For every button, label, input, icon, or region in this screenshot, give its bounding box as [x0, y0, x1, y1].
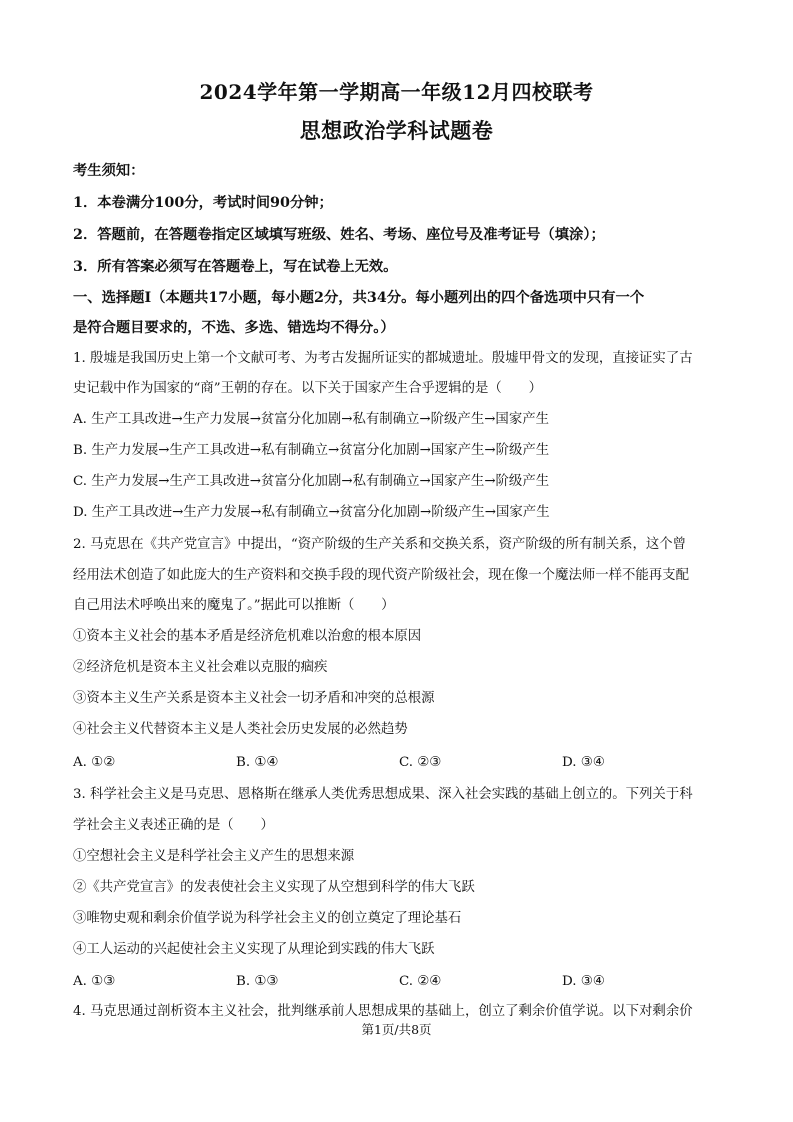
question-2-text: 自己用法术呼唤出来的魔鬼了。”据此可以推断（ ）: [73, 598, 395, 613]
section-heading: 一、选择题Ⅰ（本题共17小题，每小题2分，共34分。每小题列出的四个备选项中只有一个: [73, 290, 645, 306]
question-2-choice-d: D. ③④: [562, 755, 605, 770]
notice-item: 1．本卷满分100分，考试时间90分钟；: [73, 195, 333, 211]
question-2-choices: [73, 754, 733, 772]
section-heading-cont: 是符合题目要求的，不选、多选、错选均不得分。）: [73, 320, 395, 336]
question-3-choice-b: B. ①③: [236, 974, 279, 989]
question-2-statement: ①资本主义社会的基本矛盾是经济危机难以治愈的根本原因: [73, 629, 422, 644]
question-3-statement: ④工人运动的兴起使社会主义实现了从理论到实践的伟大飞跃: [73, 942, 435, 957]
notice-heading: 考生须知：: [73, 163, 145, 179]
question-1-option-a: A. 生产工具改进→生产力发展→贫富分化加剧→私有制确立→阶级产生→国家产生: [73, 412, 549, 427]
question-3-choice-a: A. ①③: [73, 974, 116, 989]
question-2-statement: ②经济危机是资本主义社会难以克服的痼疾: [73, 660, 328, 675]
page-number: 第1页/共8页: [361, 1022, 432, 1037]
question-3-text: 3. 科学社会主义是马克思、恩格斯在继承人类优秀思想成果、深入社会实践的基础上创立的。下列关于科: [73, 787, 693, 802]
question-2-text: 2. 马克思在《共产党宣言》中提出，“资产阶级的生产关系和交换关系，资产阶级的所有制关系，这个曾: [73, 537, 687, 552]
question-2-choice-b: B. ①④: [236, 755, 279, 770]
question-2-statement: ③资本主义生产关系是资本主义社会一切矛盾和冲突的总根源: [73, 691, 435, 706]
notice-item: 2．答题前，在答题卷指定区域填写班级、姓名、考场、座位号及准考证号（填涂）；: [73, 227, 605, 243]
question-3-choice-d: D. ③④: [562, 974, 605, 989]
question-2-text: 经用法术创造了如此庞大的生产资料和交换手段的现代资产阶级社会，现在像一个魔法师一样不能再支配: [73, 568, 689, 583]
question-1-option-b: B. 生产力发展→生产工具改进→私有制确立→贫富分化加剧→国家产生→阶级产生: [73, 443, 550, 458]
question-1-text: 1. 殷墟是我国历史上第一个文献可考、为考古发掘所证实的都城遗址。殷墟甲骨文的发现，直接证实了古: [73, 351, 693, 366]
question-2-choice-a: A. ①②: [73, 755, 116, 770]
question-3-statement: ②《共产党宣言》的发表使社会主义实现了从空想到科学的伟大飞跃: [73, 880, 475, 895]
exam-title: 2024学年第一学期高一年级12月四校联考: [199, 80, 594, 104]
question-1-option-c: C. 生产力发展→生产工具改进→贫富分化加剧→私有制确立→国家产生→阶级产生: [73, 474, 550, 489]
question-2-statement: ④社会主义代替资本主义是人类社会历史发展的必然趋势: [73, 722, 408, 737]
question-2-choice-c: C. ②③: [399, 755, 442, 770]
question-4-text: 4. 马克思通过剖析资本主义社会，批判继承前人思想成果的基础上，创立了剩余价值学说。以下对剩余价: [73, 1004, 693, 1019]
question-1-option-d: D. 生产工具改进→生产力发展→私有制确立→贫富分化加剧→阶级产生→国家产生: [73, 505, 550, 520]
question-3-text: 学社会主义表述正确的是（ ）: [73, 818, 274, 833]
question-3-choices: [73, 973, 733, 991]
question-3-statement: ③唯物史观和剩余价值学说为科学社会主义的创立奠定了理论基石: [73, 911, 462, 926]
question-1-text: 史记载中作为国家的“商”王朝的存在。以下关于国家产生合乎逻辑的是（ ）: [73, 381, 542, 396]
notice-item: 3．所有答案必须写在答题卷上，写在试卷上无效。: [73, 259, 398, 275]
exam-subtitle: 思想政治学科试题卷: [299, 118, 494, 143]
question-3-statement: ①空想社会主义是科学社会主义产生的思想来源: [73, 849, 355, 864]
question-3-choice-c: C. ②④: [399, 974, 442, 989]
